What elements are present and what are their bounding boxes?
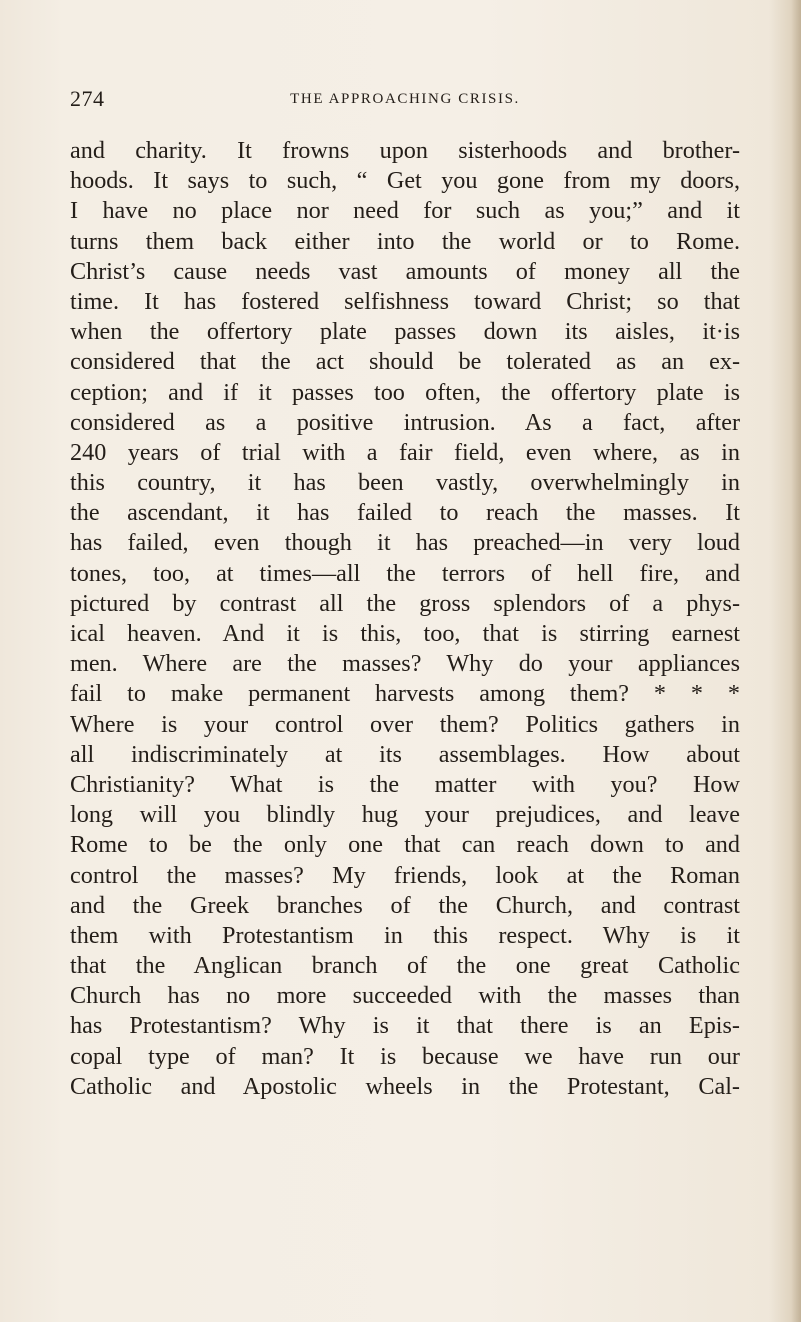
text-line: when the offertory plate passes down its aisles, it·is (70, 318, 740, 346)
page-edge-shadow (791, 0, 801, 1322)
text-line: and charity. It frowns upon sisterhoods and brother- (70, 137, 740, 164)
text-line: has Protestantism? Why is it that there is an Epis- (70, 1012, 740, 1040)
text-line: tones, too, at times—all the terrors of hell fire, and (70, 559, 740, 587)
text-line: considered as a positive intrusion. As a fact, after (70, 408, 740, 436)
text-line: ception; and if it passes too often, the offertory plate is (70, 378, 740, 406)
running-head: THE APPROACHING CRISIS. (290, 91, 520, 107)
text-line: 240 years of trial with a fair field, even where, as in (70, 438, 740, 466)
text-line: time. It has fostered selfishness toward Christ; so that (70, 287, 740, 315)
text-line: turns them back either into the world or to Rome. (70, 227, 740, 255)
text-line: this country, it has been vastly, overwhelmingly in (70, 469, 740, 497)
text-line: fail to make permanent harvests among them? * * * (70, 680, 740, 708)
text-line: that the Anglican branch of the one great Catholic (70, 952, 740, 980)
body-text (70, 136, 740, 1102)
text-line: control the masses? My friends, look at the Roman (70, 861, 740, 889)
text-line: Christianity? What is the matter with you? How (70, 770, 740, 798)
text-line: them with Protestantism in this respect. Why is it (70, 921, 740, 949)
text-line: the ascendant, it has failed to reach the masses. It (70, 499, 740, 527)
text-line: ical heaven. And it is this, too, that is stirring earnest (70, 620, 740, 647)
text-line: pictured by contrast all the gross splendors of a phys- (70, 589, 740, 617)
text-line: and the Greek branches of the Church, and contrast (70, 891, 740, 919)
text-line: copal type of man? It is because we have run our (70, 1042, 740, 1070)
text-line: Rome to be the only one that can reach down to and (70, 831, 740, 859)
text-line: Christ’s cause needs vast amounts of money all the (70, 257, 740, 285)
text-line: all indiscriminately at its assemblages. How about (70, 740, 740, 768)
text-line: hoods. It says to such, “ Get you gone from my doors, (70, 167, 740, 195)
page-number: 274 (70, 86, 105, 111)
text-line: Where is your control over them? Politics gathers in (70, 710, 740, 738)
text-line: Catholic and Apostolic wheels in the Protestant, Cal- (70, 1072, 740, 1100)
text-line: has failed, even though it has preached—in very loud (70, 529, 740, 557)
text-line: I have no place nor need for such as you;” and it (70, 197, 740, 225)
text-line: considered that the act should be tolerated as an ex- (70, 348, 740, 376)
page-header (70, 86, 740, 116)
text-line: long will you blindly hug your prejudices, and leave (70, 801, 740, 829)
text-line: Church has no more succeeded with the masses than (70, 982, 740, 1010)
text-line: men. Where are the masses? Why do your appliances (70, 650, 740, 678)
